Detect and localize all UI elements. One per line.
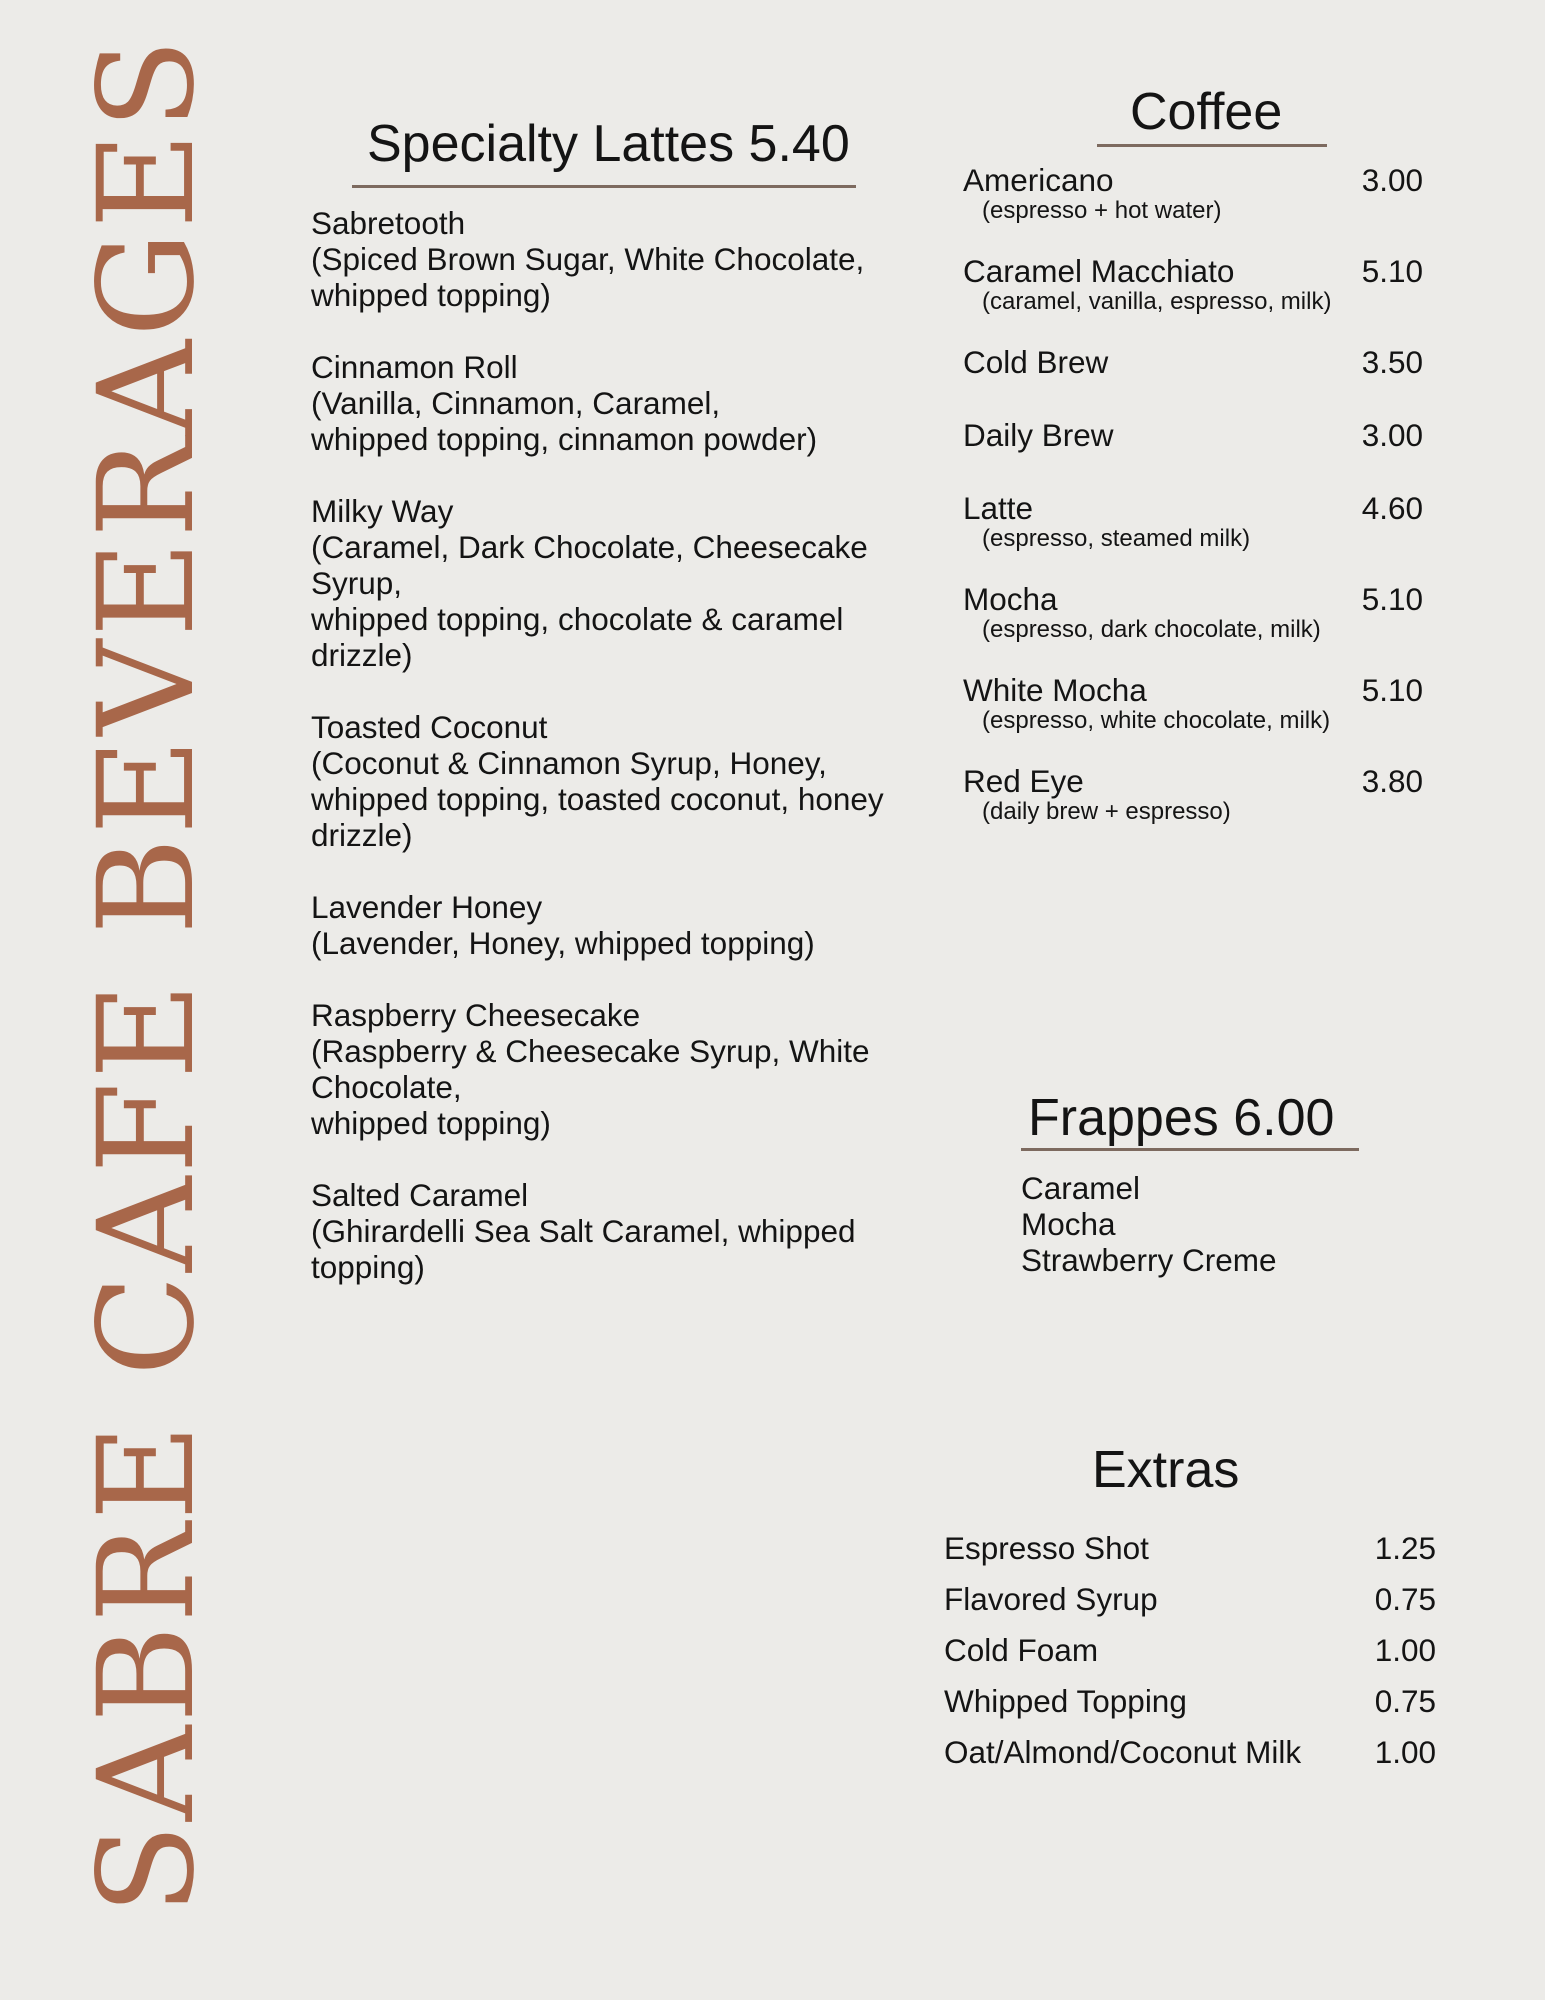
coffee-price: 5.10 bbox=[1361, 253, 1423, 289]
latte-item bbox=[311, 1177, 931, 1285]
frappe-item: Caramel bbox=[1021, 1170, 1141, 1206]
coffee-description: (daily brew + espresso) bbox=[982, 798, 1231, 825]
coffee-item bbox=[963, 344, 1433, 417]
coffee-description: (espresso, dark chocolate, milk) bbox=[982, 616, 1321, 643]
coffee-name: Cold Brew bbox=[963, 344, 1109, 380]
coffee-item bbox=[963, 672, 1433, 763]
latte-name: Sabretooth bbox=[311, 205, 466, 241]
extra-name: Flavored Syrup bbox=[944, 1581, 1158, 1617]
specialty-lattes-heading: Specialty Lattes 5.40 bbox=[367, 115, 850, 173]
coffee-name: White Mocha bbox=[963, 672, 1147, 708]
coffee-price: 3.80 bbox=[1361, 763, 1423, 799]
coffee-price: 5.10 bbox=[1361, 581, 1423, 617]
latte-name: Raspberry Cheesecake bbox=[311, 997, 641, 1033]
coffee-description: (espresso, white chocolate, milk) bbox=[982, 707, 1331, 734]
coffee-item bbox=[963, 490, 1433, 581]
extra-item bbox=[944, 1528, 1444, 1579]
coffee-name: Latte bbox=[963, 490, 1034, 526]
extra-item bbox=[944, 1630, 1444, 1681]
coffee-price: 3.00 bbox=[1361, 162, 1423, 198]
extra-item bbox=[944, 1579, 1444, 1630]
latte-description: (Ghirardelli Sea Salt Caramel, whipped topping) bbox=[311, 1213, 856, 1285]
coffee-price: 3.50 bbox=[1361, 344, 1423, 380]
frappes-heading: Frappes 6.00 bbox=[1028, 1089, 1335, 1147]
frappes-list bbox=[1021, 1170, 1277, 1278]
coffee-name: Mocha bbox=[963, 581, 1058, 617]
latte-item bbox=[311, 889, 931, 961]
latte-description: (Raspberry & Cheesecake Syrup, White Chocolate, whipped topping) bbox=[311, 1033, 870, 1141]
extra-price: 0.75 bbox=[1374, 1683, 1436, 1719]
coffee-item bbox=[963, 417, 1433, 490]
latte-item bbox=[311, 493, 931, 673]
coffee-item bbox=[963, 763, 1433, 854]
latte-item bbox=[311, 709, 931, 853]
latte-name: Lavender Honey bbox=[311, 889, 543, 925]
extra-price: 0.75 bbox=[1374, 1581, 1436, 1617]
brand-title-container bbox=[70, 35, 224, 1915]
coffee-name: Daily Brew bbox=[963, 417, 1114, 453]
extra-item bbox=[944, 1681, 1444, 1732]
extra-price: 1.00 bbox=[1374, 1632, 1436, 1668]
frappes-rule bbox=[1021, 1148, 1359, 1151]
extra-price: 1.00 bbox=[1374, 1734, 1436, 1770]
extras-heading: Extras bbox=[1092, 1441, 1240, 1499]
coffee-description: (espresso, steamed milk) bbox=[982, 525, 1251, 552]
coffee-name: Americano bbox=[963, 162, 1114, 198]
coffee-price: 4.60 bbox=[1361, 490, 1423, 526]
coffee-description: (espresso + hot water) bbox=[982, 197, 1222, 224]
latte-description: (Vanilla, Cinnamon, Caramel, whipped topping, cinnamon powder) bbox=[311, 385, 818, 457]
latte-description: (Spiced Brown Sugar, White Chocolate, whipped topping) bbox=[311, 241, 865, 313]
latte-name: Cinnamon Roll bbox=[311, 349, 518, 385]
coffee-heading: Coffee bbox=[1130, 83, 1283, 141]
latte-description: (Caramel, Dark Chocolate, Cheesecake Syrup, whipped topping, chocolate & caramel drizzle) bbox=[311, 529, 868, 673]
coffee-name: Red Eye bbox=[963, 763, 1084, 799]
latte-name: Toasted Coconut bbox=[311, 709, 548, 745]
extra-item bbox=[944, 1732, 1444, 1783]
latte-item bbox=[311, 997, 931, 1141]
coffee-name: Caramel Macchiato bbox=[963, 253, 1235, 289]
latte-description: (Coconut & Cinnamon Syrup, Honey, whipped topping, toasted coconut, honey drizzle) bbox=[311, 745, 884, 853]
coffee-item bbox=[963, 253, 1433, 344]
frappe-item: Strawberry Creme bbox=[1021, 1242, 1277, 1278]
latte-item bbox=[311, 205, 931, 313]
coffee-rule bbox=[1097, 144, 1327, 147]
coffee-item bbox=[963, 162, 1433, 253]
specialty-lattes-rule bbox=[352, 185, 856, 188]
latte-description: (Lavender, Honey, whipped topping) bbox=[311, 925, 815, 961]
latte-item bbox=[311, 349, 931, 457]
extra-name: Cold Foam bbox=[944, 1632, 1099, 1668]
coffee-price: 5.10 bbox=[1361, 672, 1423, 708]
coffee-price: 3.00 bbox=[1361, 417, 1423, 453]
extra-name: Espresso Shot bbox=[944, 1530, 1149, 1566]
frappe-item: Mocha bbox=[1021, 1206, 1116, 1242]
extra-price: 1.25 bbox=[1374, 1530, 1436, 1566]
extra-name: Oat/Almond/Coconut Milk bbox=[944, 1734, 1302, 1770]
extras-list bbox=[944, 1528, 1444, 1783]
brand-title: SABRE CAFE BEVERAGES bbox=[70, 35, 224, 1915]
latte-name: Milky Way bbox=[311, 493, 454, 529]
coffee-list bbox=[963, 162, 1433, 854]
latte-name: Salted Caramel bbox=[311, 1177, 529, 1213]
coffee-item bbox=[963, 581, 1433, 672]
coffee-description: (caramel, vanilla, espresso, milk) bbox=[982, 288, 1332, 315]
extra-name: Whipped Topping bbox=[944, 1683, 1187, 1719]
specialty-lattes-list bbox=[311, 205, 931, 1321]
